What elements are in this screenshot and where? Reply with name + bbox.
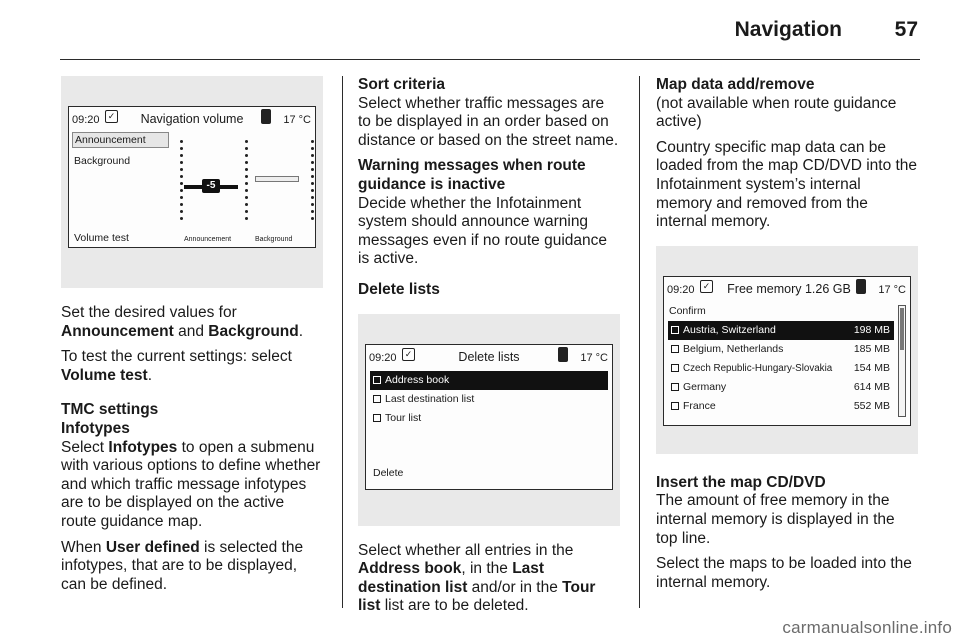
checkbox-icon xyxy=(671,345,679,353)
text: and/or in the xyxy=(467,578,563,596)
screen-free-memory xyxy=(663,276,911,426)
slider-label-background: Background xyxy=(255,236,293,243)
column-divider xyxy=(342,76,343,608)
slider-track xyxy=(180,140,183,224)
paragraph: Select the maps to be loaded into the internal memory. xyxy=(656,555,912,591)
text: list are to be deleted. xyxy=(380,597,529,615)
delete-list-options xyxy=(370,371,608,428)
figure-delete-lists xyxy=(358,314,620,526)
screen-navigation-volume xyxy=(68,106,316,248)
text: to open a submenu with various options to define whether and which traffic message infotypes are to be displayed on the active route guidance map. xyxy=(61,438,321,530)
text: When xyxy=(61,538,106,556)
paragraph xyxy=(358,542,620,616)
paragraph: Country specific map data can be loaded from the map CD/DVD into the Infotainment system’s internal memory and removed from the internal memory. xyxy=(656,138,918,231)
thermometer-icon xyxy=(558,347,568,362)
text: is selected the infotypes, that are to be displayed, can be defined. xyxy=(61,538,304,593)
slider-track xyxy=(311,140,314,224)
term-infotypes: Infotypes xyxy=(108,438,178,456)
text: Select xyxy=(61,438,109,456)
column-2 xyxy=(358,76,620,623)
thermometer-icon xyxy=(261,109,271,124)
text: . xyxy=(298,322,304,340)
list-item[interactable]: Address book xyxy=(370,371,608,390)
text: , in the xyxy=(461,560,513,578)
heading-insert-map: Insert the map CD/DVD xyxy=(656,473,826,491)
screen-delete-lists xyxy=(365,344,613,490)
text: and xyxy=(173,322,209,340)
paragraph xyxy=(61,304,323,341)
heading-tmc-settings: TMC settings xyxy=(61,401,159,419)
scrollbar[interactable] xyxy=(898,305,906,417)
list-item[interactable]: Czech Republic-Hungary-Slovakia 154 MB xyxy=(668,359,894,378)
check-icon: ✓ xyxy=(105,110,118,123)
slider-value: -5 xyxy=(202,179,220,193)
map-list xyxy=(668,302,894,416)
term-tour-list: Tour list xyxy=(358,578,596,615)
slider-label-announcement: Announcement xyxy=(184,236,232,243)
page-header xyxy=(60,0,920,60)
list-item[interactable]: France 552 MB xyxy=(668,397,894,416)
list-item[interactable]: Last destination list xyxy=(370,390,608,409)
scrollbar-thumb[interactable] xyxy=(900,308,904,350)
paragraph xyxy=(61,439,323,532)
text: Select whether all entries in the xyxy=(358,541,574,559)
checkbox-icon xyxy=(671,326,679,334)
heading-sort-criteria: Sort criteria xyxy=(358,76,446,93)
heading-delete-lists: Delete lists xyxy=(358,280,440,298)
clock: 09:20 xyxy=(667,283,695,296)
section-title: Navigation xyxy=(734,18,842,41)
screen-title: Delete lists xyxy=(458,349,520,364)
announcement-slider[interactable] xyxy=(184,181,238,193)
page-number: 57 xyxy=(894,18,918,41)
paragraph xyxy=(61,539,323,595)
temperature: 17 °C xyxy=(878,283,906,296)
check-icon: ✓ xyxy=(402,348,415,361)
heading-warning-messages: Warning messages when route guidance is inactive xyxy=(358,157,586,193)
column-1 xyxy=(61,76,323,601)
list-item[interactable]: Belgium, Netherlands 185 MB xyxy=(668,340,894,359)
paragraph: Decide whether the Infotainment system should announce warning messages even if no route guidance is active. xyxy=(358,194,608,268)
column-divider xyxy=(639,76,640,608)
term-last-destination-list: Last destination list xyxy=(358,560,545,596)
checkbox-icon xyxy=(373,395,381,403)
menu-item-volume-test[interactable]: Volume test xyxy=(74,232,129,244)
paragraph xyxy=(61,348,323,385)
heading-infotypes: Infotypes xyxy=(61,419,130,437)
clock: 09:20 xyxy=(369,351,397,364)
screen-title: Free memory 1.26 GB xyxy=(727,281,851,296)
column-3 xyxy=(656,76,918,599)
thermometer-icon xyxy=(856,279,866,294)
screen-title: Navigation volume xyxy=(140,112,244,126)
checkbox-icon xyxy=(671,402,679,410)
checkbox-icon xyxy=(671,364,679,372)
status-bar xyxy=(69,107,315,129)
watermark: carmanualsonline.info xyxy=(782,618,952,637)
term-address-book: Address book xyxy=(358,560,462,578)
checkbox-icon xyxy=(671,383,679,391)
figure-free-memory xyxy=(656,246,918,454)
text: . xyxy=(147,366,153,384)
status-bar xyxy=(366,345,612,367)
text: To test the current settings: select xyxy=(61,348,292,366)
term-user-defined: User defined xyxy=(105,538,200,556)
paragraph: (not available when route guidance active) xyxy=(656,94,897,131)
list-item[interactable]: Tour list xyxy=(370,409,608,428)
paragraph: Select whether traffic messages are to be displayed in an order based on distance or based on the street name. xyxy=(358,94,619,149)
check-icon: ✓ xyxy=(700,280,713,293)
delete-button[interactable]: Delete xyxy=(373,466,404,479)
list-item[interactable]: Austria, Switzerland 198 MB xyxy=(668,321,894,340)
figure-navigation-volume xyxy=(61,76,323,288)
temperature: 17 °C xyxy=(283,114,311,126)
clock: 09:20 xyxy=(72,114,100,126)
status-bar xyxy=(664,277,910,299)
checkbox-icon xyxy=(373,376,381,384)
term-background: Background xyxy=(208,322,299,340)
text: Set the desired values for xyxy=(61,304,237,321)
heading-map-data: Map data add/remove xyxy=(656,76,815,93)
checkbox-icon xyxy=(373,414,381,422)
slider-track xyxy=(245,140,248,224)
list-item[interactable]: Germany 614 MB xyxy=(668,378,894,397)
menu-item-announcement[interactable]: Announcement xyxy=(72,132,169,148)
term-volume-test: Volume test xyxy=(61,366,148,384)
term-announcement: Announcement xyxy=(61,322,174,340)
paragraph: The amount of free memory in the internal memory is displayed in the top line. xyxy=(656,492,895,547)
confirm-button[interactable]: Confirm xyxy=(669,304,706,317)
background-slider[interactable] xyxy=(255,176,299,182)
menu-item-background[interactable]: Background xyxy=(74,155,131,167)
temperature: 17 °C xyxy=(580,351,608,364)
